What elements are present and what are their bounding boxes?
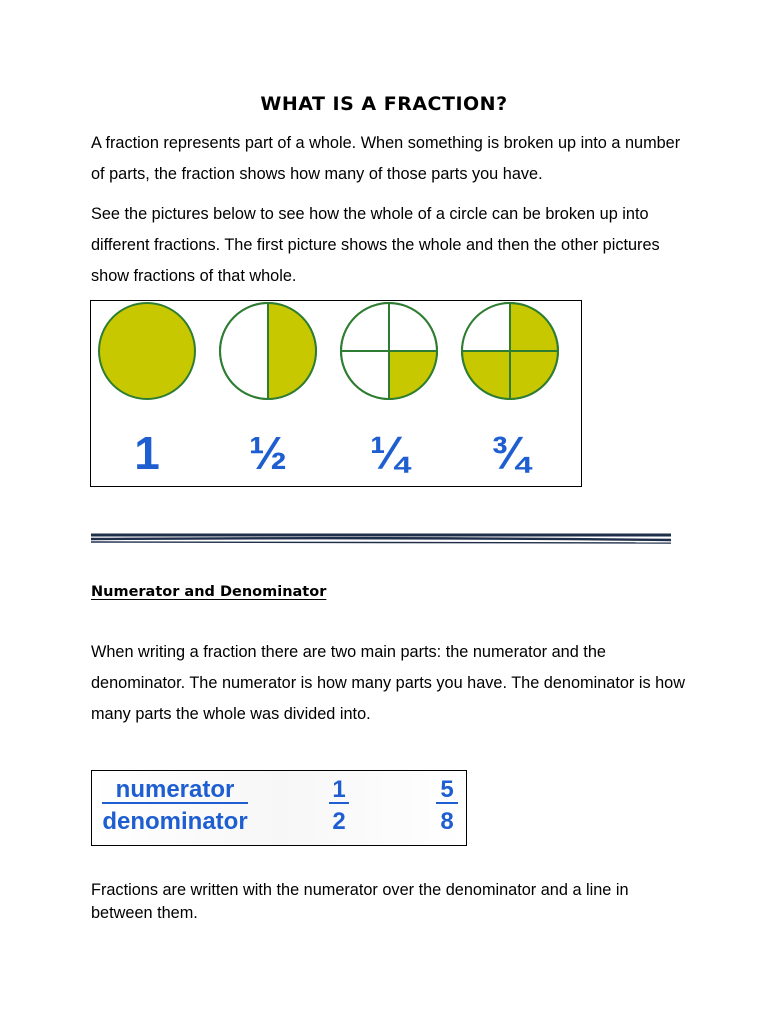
example2-denominator: 8: [440, 808, 454, 835]
intro-paragraph: A fraction represents part of a whole. When something is broken up into a number of parts, the fraction shows how many of those parts you have.: [91, 134, 681, 183]
example1-numerator: 1: [332, 776, 346, 803]
quarter-circle: [341, 303, 437, 399]
example1-denominator: 2: [332, 808, 346, 835]
whole-circle: [99, 303, 195, 399]
numerator-label: numerator: [115, 776, 235, 803]
fraction-circles-figure: [90, 300, 582, 487]
section-heading: Numerator and Denominator: [91, 584, 327, 600]
label-quarter: ¼: [369, 427, 409, 479]
example2-numerator: 5: [440, 776, 454, 803]
label-whole: 1: [134, 427, 160, 479]
numerator-denominator-figure: [91, 770, 467, 846]
page-title: WHAT IS A FRACTION?: [260, 93, 508, 115]
section-divider: [91, 532, 671, 546]
circles-description: See the pictures below to see how the whole of a circle can be broken up into different fractions. The first picture shows the whole and then the other pictures show fractions of that whole.: [91, 205, 660, 285]
closing-paragraph: Fractions are written with the numerator over the denominator and a line in between them.: [91, 881, 629, 922]
three-quarter-circle: [462, 303, 558, 399]
half-circle: [220, 303, 316, 399]
numerator-denominator-paragraph: When writing a fraction there are two main parts: the numerator and the denominator. The numerator is how many parts you have. The denominator is how many parts the whole was divided into.: [91, 643, 685, 723]
label-half: ½: [248, 427, 288, 479]
label-three-quarters: ¾: [490, 427, 530, 479]
denominator-label: denominator: [102, 808, 248, 835]
